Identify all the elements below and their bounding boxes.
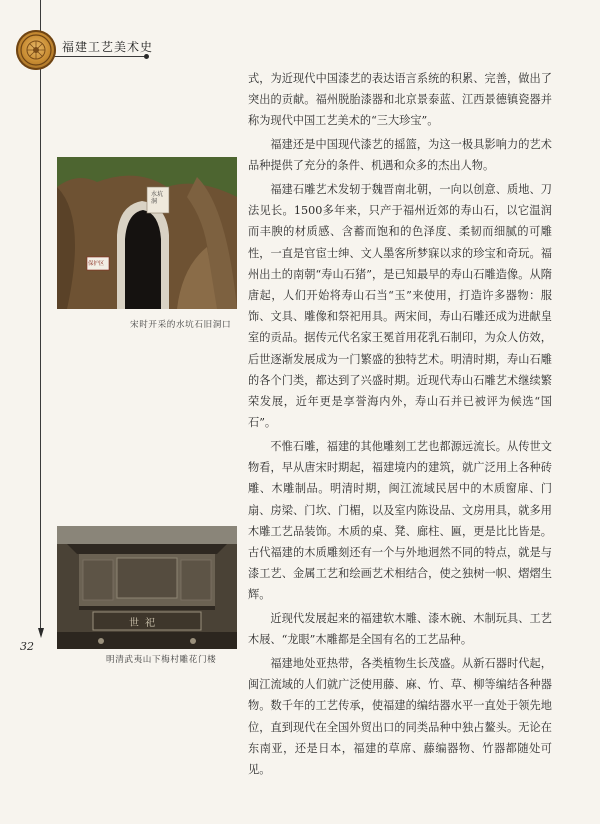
plaque-text: 世祀 <box>129 618 161 629</box>
paragraph: 福建石雕艺术发轫于魏晋南北朝，一向以创意、质地、刀法见长。1500多年来，只产于福州近郊的寿山石，以它温润而丰腴的材质感、含蓄而饱和的色泽度、柔韧而细腻的可雕性，一直是官宦士绅、文人墨客所梦寐以求的珍宝和奇玩。福州出土的南朝“寿山石猪”，是已知最早的寿山石雕造像。从隋唐起，人们开始将寿山石当“玉”来使用，打造许多器物：服饰、文具、雕像和祭祀用具。两宋间，寿山石雕还成为进献皇室的贡品。据传元代名家王冕首用花乳石制印，为众人仿效，后世逐渐发展成为一门繁盛的独特艺术。明清时期，寿山石雕的各个门类，都达到了兴盛时期。近现代寿山石雕艺术继续繁荣发展，近年更是享誉海内外，寿山石并已被评为候选“国石”。 <box>248 183 552 430</box>
mine-sign-text: 水坑洞 <box>151 191 164 205</box>
bronze-medallion-icon <box>16 30 56 70</box>
header-underline <box>54 56 146 57</box>
photo-mine-entrance <box>57 157 237 309</box>
page-margin-rule <box>40 0 41 628</box>
figure-caption: 宋时开采的水坑石旧洞口 <box>130 320 232 330</box>
page-number-marker <box>38 628 44 638</box>
page-number: 32 <box>20 640 34 653</box>
warning-placard-text: 保护区 <box>88 261 105 267</box>
paragraph: 福建地处亚热带，各类植物生长茂盛。从新石器时代起，闽江流域的人们就广泛使用藤、麻、竹、草、柳等编结各种器物。数千年的工艺传承，使福建的编结器水平一直处于领先地位，直到现代在全国外贸出口的同类品种中独占鳌头。无论在东南亚，还是日本，福建的草席、藤编器物、竹器都随处可见。 <box>248 656 552 776</box>
photo-carved-gate <box>57 526 237 649</box>
paragraph: 不惟石雕，福建的其他雕刻工艺也都源远流长。从传世文物看，早从唐宋时期起，福建境内的建筑，就广泛用上各种砖雕、木雕制品。明清时期，闽江流域民居中的木质窗扉、门扇、房梁、门坎、门楣，以及室内陈设品、文房用具，就多用木雕工艺品装饰。木质的桌、凳、廊柱、匾，更是比比皆是。古代福建的木质雕刻还有一个与外地迥然不同的特点，就是与漆工艺、金属工艺和绘画艺术相结合，使之独树一帜、熠熠生辉。 <box>248 439 552 602</box>
figure-caption: 明清武夷山下梅村雕花门楼 <box>106 655 217 665</box>
paragraph: 福建还是中国现代漆艺的摇篮，为这一极具影响力的艺术品种提供了充分的条件、机遇和众多的杰出人物。 <box>248 138 552 173</box>
book-title: 福建工艺美术史 <box>62 40 154 54</box>
paragraph: 式，为近现代中国漆艺的表达语言系统的积累、完善，做出了突出的贡献。福州脱胎漆器和北京景泰蓝、江西景德镇瓷器并称为现代中国工艺美术的“三大珍宝”。 <box>248 72 552 128</box>
paragraph: 近现代发展起来的福建软木雕、漆木碗、木制玩具、工艺木屐、“龙眼”木雕都是全国有名的工艺品种。 <box>248 612 552 647</box>
body-text <box>248 68 552 783</box>
